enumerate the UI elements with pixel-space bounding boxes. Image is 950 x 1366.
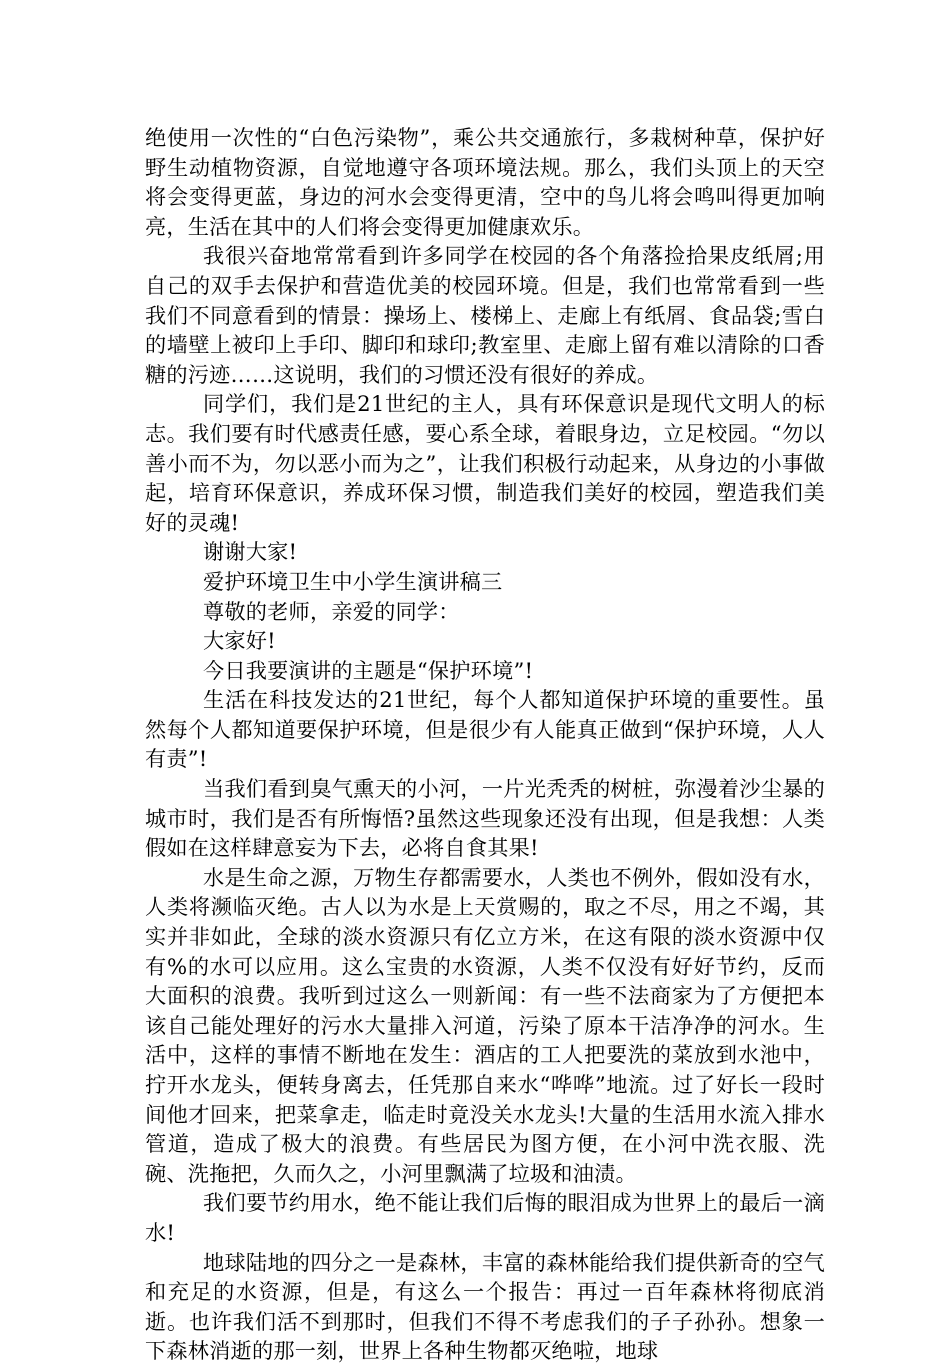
salutation: 尊敬的老师，亲爱的同学： bbox=[203, 598, 460, 624]
document-body bbox=[145, 123, 825, 1366]
topic-intro: 今日我要演讲的主题是“保护环境”! bbox=[203, 657, 534, 683]
paragraph-1: 绝使用一次性的“白色污染物”，乘公共交通旅行，多栽树种草，保护好野生动植物资源，自觉地遵守各项环境法规。那么，我们头顶上的天空将会变得更蓝，身边的河水会变得更清，空中的鸟儿将会鸣叫得更加响亮，生活在其中的人们将会变得更加健康欢乐。 bbox=[145, 125, 825, 239]
paragraph-12: 我们要节约用水，绝不能让我们后悔的眼泪成为世界上的最后一滴水! bbox=[145, 1190, 825, 1245]
speech-title: 爱护环境卫生中小学生演讲稿三 bbox=[203, 568, 503, 594]
paragraph-10: 当我们看到臭气熏天的小河，一片光秃秃的树桩，弥漫着沙尘暴的城市时，我们是否有所悔悟?虽然这些现象还没有出现，但是我想：人类假如在这样肆意妄为下去，必将自食其果! bbox=[145, 776, 825, 861]
paragraph-13: 地球陆地的四分之一是森林，丰富的森林能给我们提供新奇的空气和充足的水资源，但是，有这么一个报告：再过一百年森林将彻底消逝。也许我们活不到那时，但我们不得不考虑我们的子子孙孙。想象一下森林消逝的那一刻，世界上各种生物都灭绝啦，地球 bbox=[145, 1249, 825, 1364]
paragraph-9: 生活在科技发达的21世纪，每个人都知道保护环境的重要性。虽然每个人都知道要保护环境，但是很少有人能真正做到“保护环境，人人有责”! bbox=[145, 687, 825, 772]
greeting: 大家好! bbox=[203, 628, 276, 654]
paragraph-2: 我很兴奋地常常看到许多同学在校园的各个角落捡拾果皮纸屑;用自己的双手去保护和营造优美的校园环境。但是，我们也常常看到一些我们不同意看到的情景：操场上、楼梯上、走廊上有纸屑、食品袋;雪白的墙壁上被印上手印、脚印和球印;教室里、走廊上留有难以清除的口香糖的污迹……这说明，我们的习惯还没有很好的养成。 bbox=[145, 243, 825, 387]
paragraph-3: 同学们，我们是21世纪的主人，具有环保意识是现代文明人的标志。我们要有时代感责任感，要心系全球，着眼身边，立足校园。“勿以善小而不为，勿以恶小而为之”，让我们积极行动起来，从身边的小事做起，培育环保意识，养成环保习惯，制造我们美好的校园，塑造我们美好的灵魂! bbox=[145, 391, 825, 535]
paragraph-11: 水是生命之源，万物生存都需要水，人类也不例外，假如没有水，人类将濒临灭绝。古人以为水是上天赏赐的，取之不尽，用之不竭，其实并非如此，全球的淡水资源只有亿立方米，在这有限的淡水资源中仅有%的水可以应用。这么宝贵的水资源，人类不仅没有好好节约，反而大面积的浪费。我听到过这么一则新闻：有一些不法商家为了方便把本该自己能处理好的污水大量排入河道，污染了原本干洁净净的河水。生活中，这样的事情不断地在发生：酒店的工人把要洗的菜放到水池中，拧开水龙头，便转身离去，任凭那自来水“哗哗”地流。过了好长一段时间他才回来，把菜拿走，临走时竟没关水龙头!大量的生活用水流入排水管道，造成了极大的浪费。有些居民为图方便，在小河中洗衣服、洗碗、洗拖把，久而久之，小河里飘满了垃圾和油渍。 bbox=[145, 864, 825, 1186]
closing-thanks: 谢谢大家! bbox=[203, 539, 298, 565]
